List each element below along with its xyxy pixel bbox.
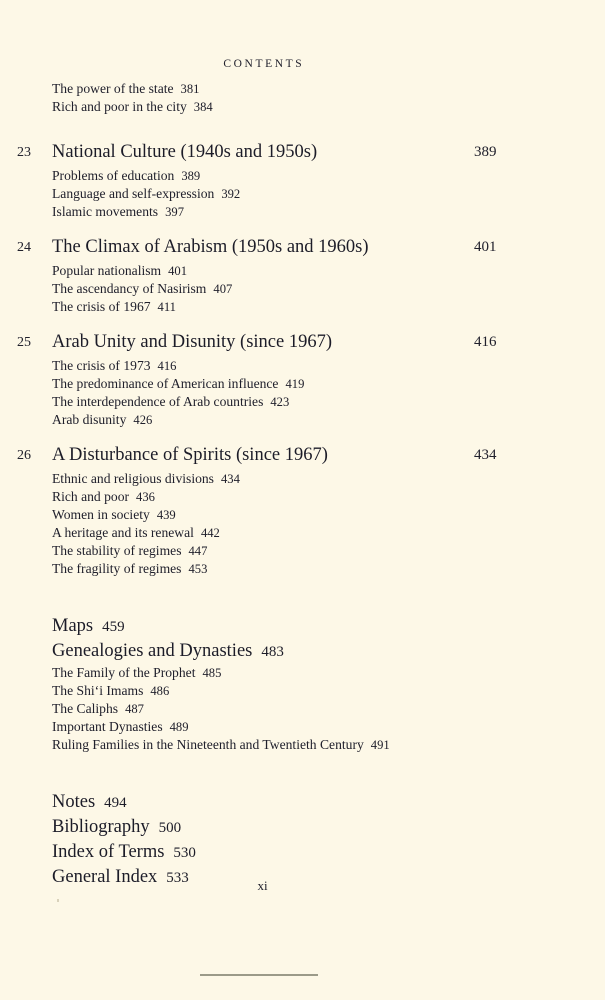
section-title: The power of the state [52,81,174,96]
chapter-title: The Climax of Arabism (1950s and 1960s) [52,237,369,257]
section-entry [52,80,199,98]
section-page-number: 419 [285,377,305,391]
chapter-number: 24 [17,240,31,255]
list-item[interactable] [0,357,605,375]
section-title: The Caliphs [52,701,119,716]
end-matter-entry [52,815,181,841]
back-matter-page-number: 483 [261,644,284,660]
section-entry [52,393,289,411]
section-entry [52,736,390,754]
end-matter-entry [52,790,127,816]
section-title: Rich and poor [52,489,130,504]
chapter-page-number: 434 [474,447,497,463]
section-title: The fragility of regimes [52,561,182,576]
list-item[interactable] [0,262,605,280]
section-page-number: 489 [169,720,189,734]
section-entry [52,470,240,488]
bottom-rule [200,974,318,976]
list-item[interactable] [0,542,605,560]
section-page-number: 491 [370,738,390,752]
continued-entries-group [0,80,605,116]
section-entry [52,185,240,203]
section-page-number: 389 [181,169,201,183]
back-matter-title: Maps [52,616,94,636]
section-entry [52,375,304,393]
end-matter-page-number: 500 [158,820,182,836]
section-entry [52,506,176,524]
chapter-group-23 [0,138,605,221]
section-title: A heritage and its renewal [52,525,194,540]
back-matter-genealogies [0,639,605,754]
end-matter-page-number: 530 [173,845,196,861]
section-entry [52,262,187,280]
section-entry [52,700,144,718]
paper-speck [57,899,59,902]
section-title: The Shiʻi Imams [52,683,144,698]
section-entry [52,167,200,185]
chapter-heading-row[interactable] [0,138,605,167]
end-matter-entry [52,840,196,866]
section-title: Ethnic and religious divisions [52,471,214,486]
section-title: Ruling Families in the Nineteenth and Twentieth Century [52,737,364,752]
chapter-page-number: 416 [474,334,497,350]
list-item[interactable] [0,411,605,429]
section-page-number: 442 [200,526,220,540]
spacer [0,116,605,138]
section-page-number: 486 [150,684,170,698]
section-entry [52,664,221,682]
section-entry [52,488,155,506]
back-matter-heading-row[interactable] [0,614,605,639]
section-page-number: 381 [180,82,200,96]
list-item[interactable] [0,682,605,700]
section-title: Problems of education [52,168,175,183]
section-entry [52,298,176,316]
back-matter-entry [52,639,284,665]
list-item[interactable] [0,524,605,542]
section-title: The stability of regimes [52,543,182,558]
list-item[interactable] [0,470,605,488]
end-matter-row[interactable] [0,840,605,865]
section-title: Language and self-expression [52,186,215,201]
end-matter-group [0,790,605,890]
section-title: The Family of the Prophet [52,665,196,680]
section-page-number: 453 [188,562,208,576]
section-page-number: 439 [156,508,176,522]
section-page-number: 397 [165,205,184,219]
end-matter-title: Bibliography [52,817,150,837]
section-page-number: 434 [220,472,240,486]
chapter-group-26 [0,441,605,578]
end-matter-page-number: 494 [104,795,127,811]
chapter-title: Arab Unity and Disunity (since 1967) [52,332,333,352]
end-matter-title: Notes [52,792,96,812]
running-head: CONTENTS [223,58,305,70]
chapter-heading-row[interactable] [0,328,605,357]
page-folio-number: xi [257,878,268,893]
chapter-heading-row[interactable] [0,233,605,262]
chapter-heading-row[interactable] [0,441,605,470]
chapter-page-number: 389 [474,144,497,160]
section-page-number: 423 [270,395,290,409]
section-entry [52,357,176,375]
section-page-number: 447 [188,544,208,558]
back-matter-title: Genealogies and Dynasties [52,641,253,661]
section-page-number: 426 [133,413,153,427]
chapter-group-25 [0,328,605,429]
section-title: Arab disunity [52,412,127,427]
chapter-group-24 [0,233,605,316]
section-page-number: 436 [136,490,155,504]
list-item[interactable] [0,393,605,411]
chapter-title: A Disturbance of Spirits (since 1967) [52,445,328,465]
section-page-number: 416 [157,359,177,373]
section-page-number: 392 [221,187,241,201]
section-title: Popular nationalism [52,263,162,278]
section-page-number: 485 [202,666,222,680]
list-item[interactable] [0,185,605,203]
section-entry [52,542,207,560]
list-item[interactable] [0,167,605,185]
section-entry [52,411,152,429]
spacer [0,316,605,328]
section-page-number: 384 [193,100,213,114]
section-title: The crisis of 1973 [52,358,151,373]
section-title: The interdependence of Arab countries [52,394,264,409]
section-page-number: 411 [157,300,176,314]
list-item[interactable] [0,488,605,506]
list-item[interactable] [0,506,605,524]
list-item[interactable] [0,560,605,578]
table-of-contents [0,80,605,890]
back-matter-heading-row[interactable] [0,639,605,664]
section-page-number: 407 [213,282,233,296]
section-title: Islamic movements [52,204,159,219]
back-matter-page-number: 459 [102,619,125,635]
list-item[interactable] [0,718,605,736]
end-matter-title: Index of Terms [52,842,165,862]
spacer [0,754,605,790]
list-item[interactable] [0,700,605,718]
spacer [0,221,605,233]
list-item[interactable] [0,203,605,221]
section-title: Important Dynasties [52,719,163,734]
section-title: The ascendancy of Nasirism [52,281,207,296]
spacer [0,429,605,441]
section-title: Rich and poor in the city [52,99,187,114]
section-entry [52,682,169,700]
section-title: Women in society [52,507,150,522]
end-matter-row[interactable] [0,815,605,840]
chapter-title: National Culture (1940s and 1950s) [52,142,318,162]
list-item[interactable] [0,80,605,98]
chapter-number: 26 [17,448,31,463]
section-title: The crisis of 1967 [52,299,151,314]
section-entry [52,98,213,116]
end-matter-row[interactable] [0,790,605,815]
section-title: The predominance of American influence [52,376,279,391]
section-entry [52,280,232,298]
section-entry [52,560,207,578]
list-item[interactable] [0,736,605,754]
section-page-number: 487 [125,702,144,716]
end-matter-title: General Index [52,867,158,887]
list-item[interactable] [0,664,605,682]
list-item[interactable] [0,375,605,393]
end-matter-page-number: 533 [166,870,189,886]
back-matter-entry [52,614,125,640]
spacer [0,578,605,614]
list-item[interactable] [0,98,605,116]
chapter-page-number: 401 [474,239,497,255]
section-entry [52,203,184,221]
section-page-number: 401 [168,264,188,278]
chapter-number: 25 [17,335,31,350]
section-entry [52,718,189,736]
list-item[interactable] [0,298,605,316]
back-matter-maps [0,614,605,639]
list-item[interactable] [0,280,605,298]
section-entry [52,524,220,542]
chapter-number: 23 [17,145,31,160]
